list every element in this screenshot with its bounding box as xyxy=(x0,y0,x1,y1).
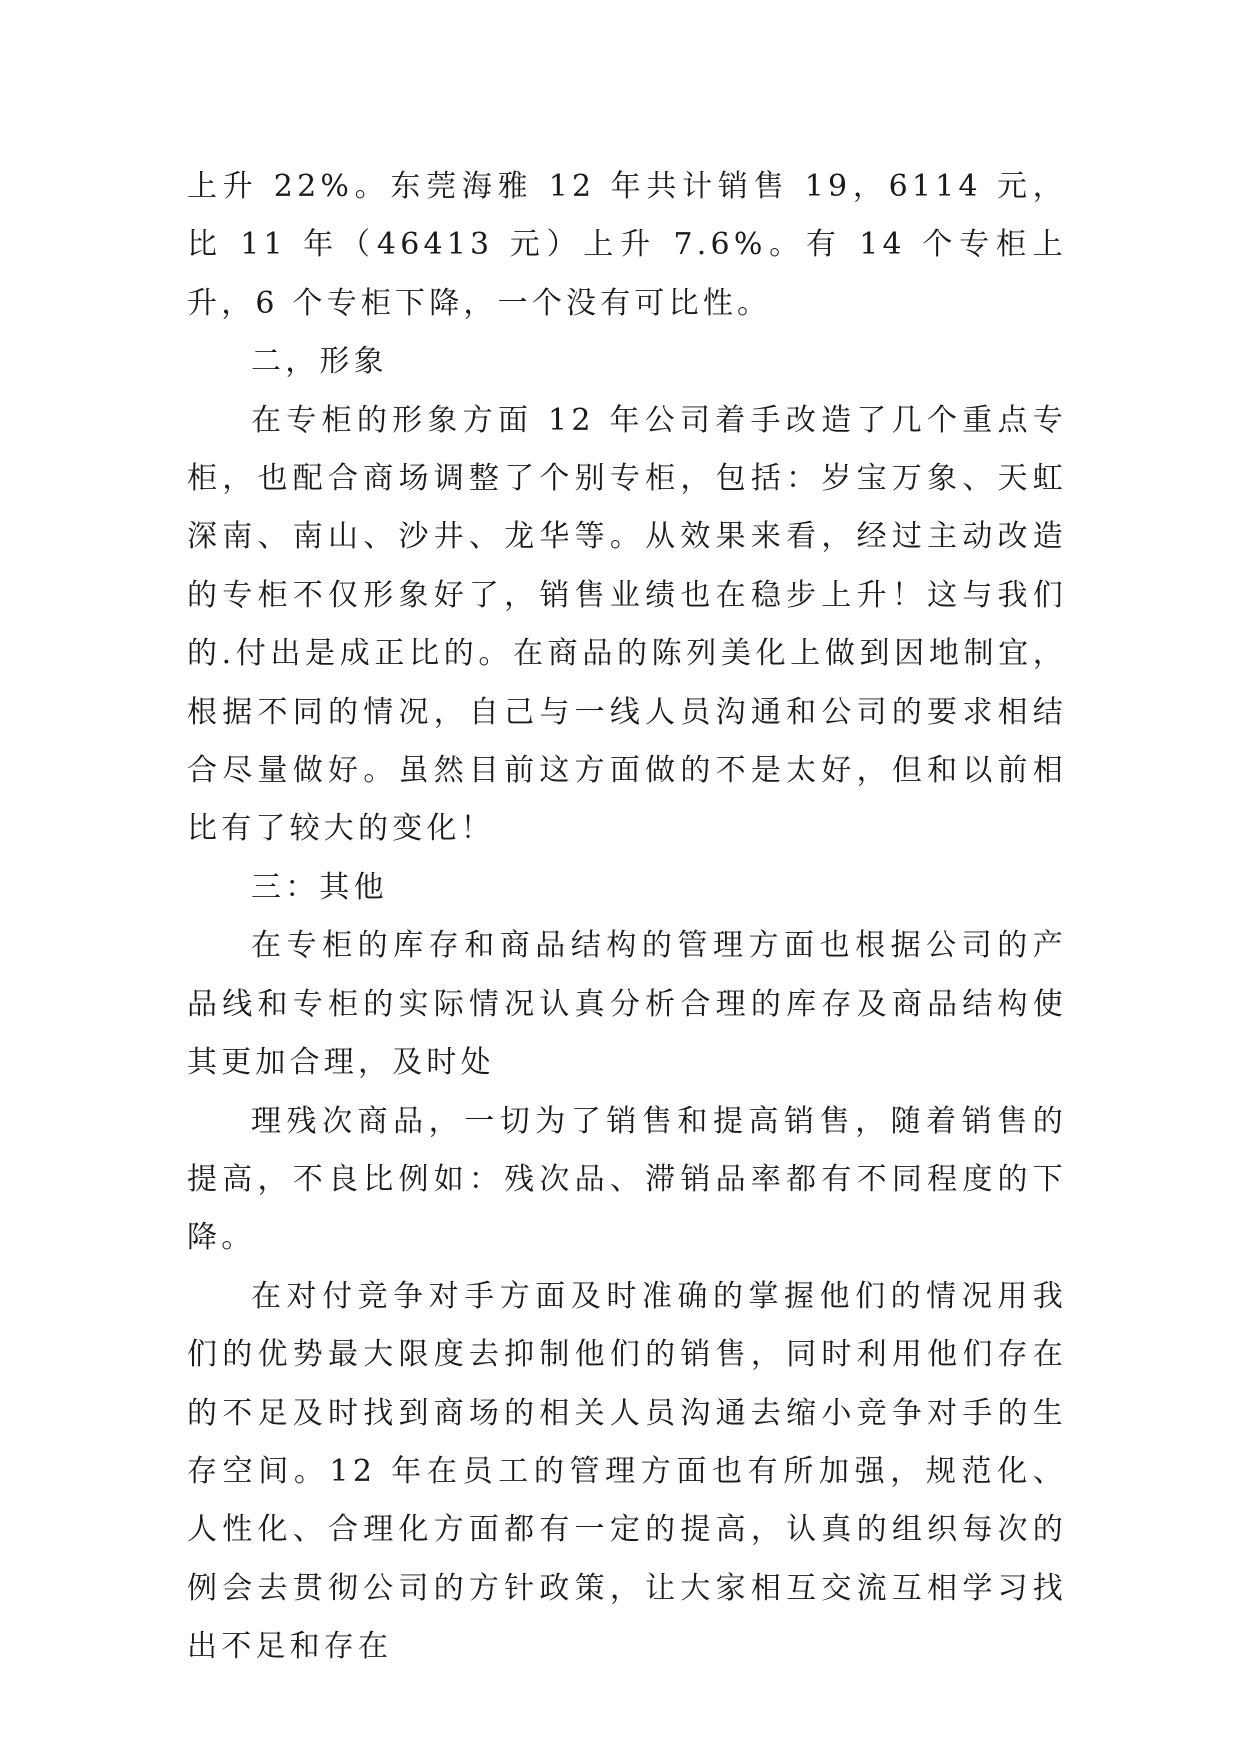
paragraph-sales-summary: 上升 22%。东莞海雅 12 年共计销售 19，6114 元，比 11 年（46413 元）上升 7.6%。有 14 个专柜上升，6 个专柜下降，一个没有可比性。 xyxy=(187,169,1067,321)
section-heading-image: 二，形象 xyxy=(251,344,388,380)
section-heading-other: 三：其他 xyxy=(251,869,388,905)
paragraph-inventory: 在专柜的库存和商品结构的管理方面也根据公司的产品线和专柜的实际情况认真分析合理的库存及商品结构使其更加合理，及时处 xyxy=(187,928,1067,1081)
paragraph-image-details: 在专柜的形象方面 12 年公司着手改造了几个重点专柜，也配合商场调整了个别专柜，包括：岁宝万象、天虹深南、南山、沙井、龙华等。从效果来看，经过主动改造的专柜不仅形象好了，销售业绩也在稳步上升！这与我们的.付出是成正比的。在商品的陈列美化上做到因地制宜，根据不同的情况，自己与一线人员沟通和公司的要求相结合尽量做好。虽然目前这方面做的不是太好，但和以前相比有了较大的变化！ xyxy=(187,402,1067,847)
document-body xyxy=(187,158,1067,1677)
paragraph-competition-staff: 在对付竞争对手方面及时准确的掌握他们的情况用我们的优势最大限度去抑制他们的销售，同时利用他们存在的不足及时找到商场的相关人员沟通去缩小竞争对手的生存空间。12 年在员工的管理方面也有所加强，规范化、人性化、合理化方面都有一定的提高，认真的组织每次的例会去贯彻公司的方针政策，让大家相互交流互相学习找出不足和存在 xyxy=(187,1278,1067,1665)
paragraph-defective-goods: 理残次商品，一切为了销售和提高销售，随着销售的提高，不良比例如：残次品、滞销品率都有不同程度的下降。 xyxy=(187,1103,1067,1256)
